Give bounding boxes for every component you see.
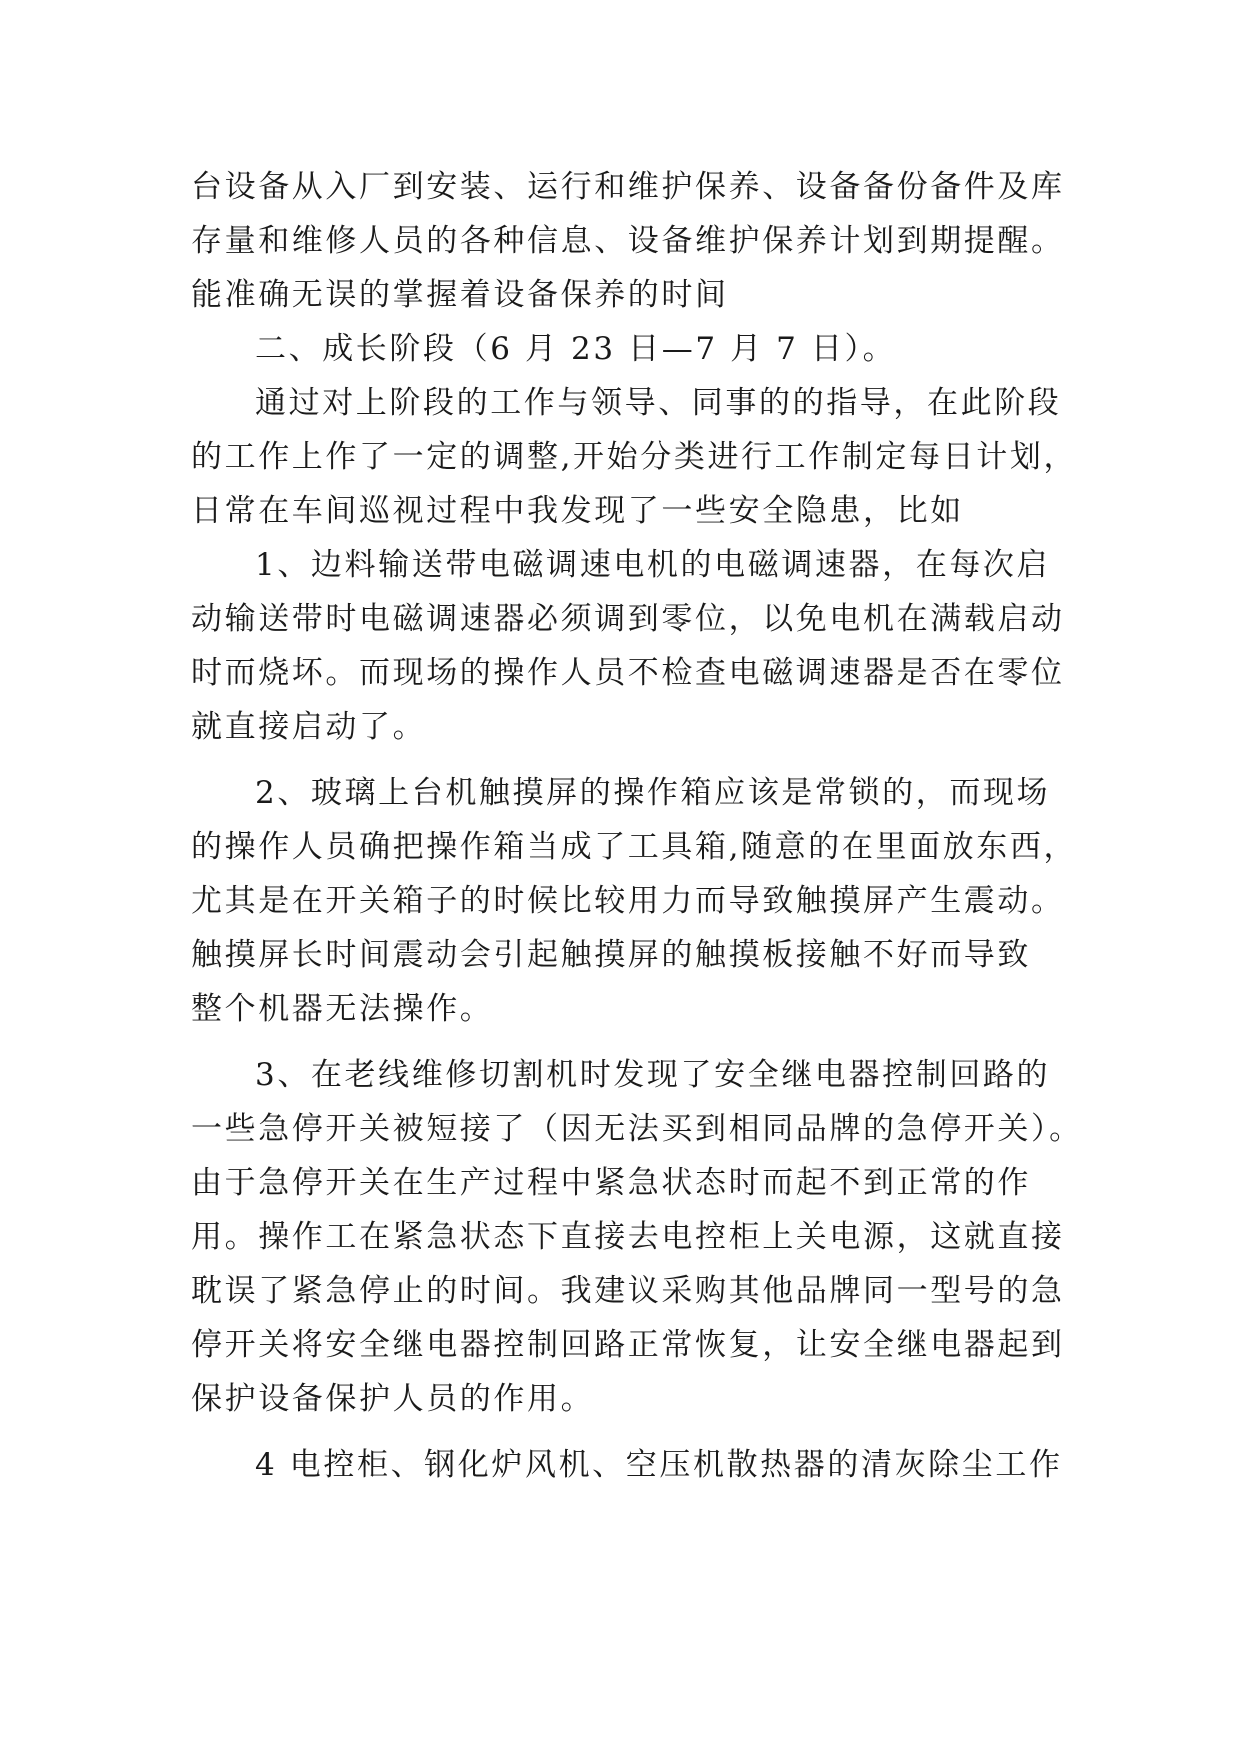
list-item-2-line: 整个机器无法操作。 <box>191 991 494 1027</box>
list-item-3-line: 保护设备保护人员的作用。 <box>191 1381 595 1417</box>
list-item-1-line: 时而烧坏。而现场的操作人员不检查电磁调速器是否在零位 <box>191 655 1065 691</box>
list-item-3-line: 停开关将安全继电器控制回路正常恢复，让安全继电器起到 <box>191 1327 1065 1363</box>
list-item-3-line: 用。操作工在紧急状态下直接去电控柜上关电源，这就直接 <box>191 1219 1065 1255</box>
list-item-2-line: 2、玻璃上台机触摸屏的操作箱应该是常锁的，而现场 <box>255 775 1051 811</box>
list-item-3-line: 耽误了紧急停止的时间。我建议采购其他品牌同一型号的急 <box>191 1273 1065 1309</box>
list-item-2-line: 尤其是在开关箱子的时候比较用力而导致触摸屏产生震动。 <box>191 883 1065 919</box>
list-item-2-line: 的操作人员确把操作箱当成了工具箱,随意的在里面放东西， <box>191 829 1078 865</box>
text-line: 日常在车间巡视过程中我发现了一些安全隐患，比如 <box>191 493 964 529</box>
list-item-2-line: 触摸屏长时间震动会引起触摸屏的触摸板接触不好而导致 <box>191 937 1031 973</box>
section-heading: 二、成长阶段（6 月 23 日—7 月 7 日）。 <box>255 331 897 367</box>
document-body <box>191 160 1083 1492</box>
list-item-3-line: 一些急停开关被短接了（因无法买到相同品牌的急停开关）。 <box>191 1111 1083 1147</box>
list-item-1-line: 动输送带时电磁调速器必须调到零位，以免电机在满载启动 <box>191 601 1065 637</box>
text-line: 存量和维修人员的各种信息、设备维护保养计划到期提醒。 <box>191 223 1065 259</box>
list-item-3-line: 由于急停开关在生产过程中紧急状态时而起不到正常的作 <box>191 1165 1031 1201</box>
text-line: 能准确无误的掌握着设备保养的时间 <box>191 277 729 313</box>
list-item-4-line: 4 电控柜、钢化炉风机、空压机散热器的清灰除尘工作 <box>255 1447 1063 1483</box>
list-item-1-line: 就直接启动了。 <box>191 709 427 745</box>
text-line: 台设备从入厂到安装、运行和维护保养、设备备份备件及库 <box>191 169 1065 205</box>
text-line: 通过对上阶段的工作与领导、同事的的指导，在此阶段 <box>255 385 1062 421</box>
list-item-1-line: 1、边料输送带电磁调速电机的电磁调速器，在每次启 <box>255 547 1051 583</box>
list-item-3-line: 3、在老线维修切割机时发现了安全继电器控制回路的 <box>255 1057 1051 1093</box>
text-line: 的工作上作了一定的调整,开始分类进行工作制定每日计划， <box>191 439 1078 475</box>
